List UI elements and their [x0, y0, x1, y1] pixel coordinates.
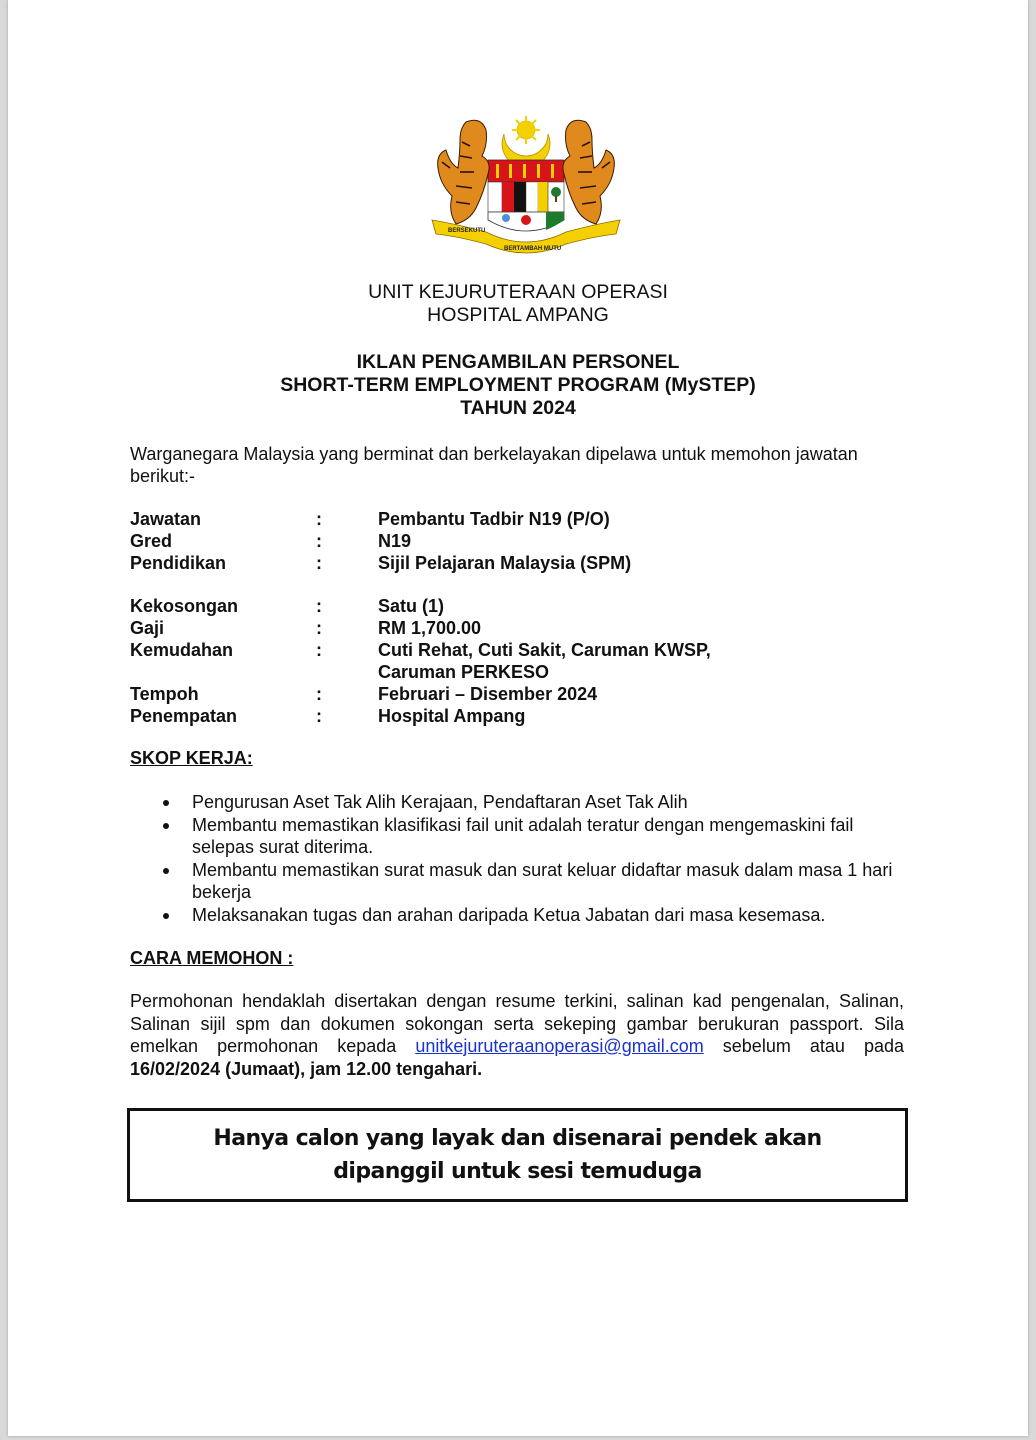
bullet-icon: [163, 823, 169, 829]
field-value: Satu (1): [378, 596, 445, 616]
document-page: [8, 0, 1028, 1436]
field-colon: :: [316, 531, 322, 551]
field-label: Jawatan: [130, 509, 202, 529]
field-label: Kekosongan: [130, 596, 239, 616]
field-colon: :: [316, 509, 322, 529]
field-colon: :: [316, 596, 322, 616]
list-item-text: Melaksanakan tugas dan arahan daripada Ketua Jabatan dari masa kesemasa.: [192, 904, 826, 925]
field-value: Pembantu Tadbir N19 (P/O): [378, 509, 610, 529]
apply-heading: CARA MEMOHON :: [130, 948, 294, 968]
title-line-3: TAHUN 2024: [460, 397, 576, 419]
bullet-icon: [163, 868, 169, 874]
field-colon: :: [316, 706, 322, 726]
field-label: Penempatan: [130, 706, 238, 726]
list-item: [130, 791, 910, 814]
scope-heading: SKOP KERJA:: [130, 748, 253, 768]
advertisement-title: [8, 351, 1028, 420]
field-label: Gred: [130, 531, 173, 551]
field-colon: :: [316, 640, 322, 660]
field-colon: :: [316, 618, 322, 638]
title-line-2: SHORT-TERM EMPLOYMENT PROGRAM (MySTEP): [280, 374, 756, 396]
apply-paragraph: [130, 990, 904, 1080]
org-line-2: HOSPITAL AMPANG: [427, 304, 609, 326]
notice-text: Hanya calon yang layak dan disenarai pendek akan dipanggil untuk sesi temuduga: [213, 1126, 822, 1184]
title-line-1: IKLAN PENGAMBILAN PERSONEL: [356, 351, 680, 373]
shield-icon: [488, 160, 564, 231]
field-label: Kemudahan: [130, 640, 234, 660]
tiger-left-icon: [438, 120, 489, 224]
field-colon: :: [316, 684, 322, 704]
bullet-icon: [163, 913, 169, 919]
field-value: N19: [378, 531, 412, 551]
field-label: Gaji: [130, 618, 165, 638]
field-value: Sijil Pelajaran Malaysia (SPM): [378, 553, 632, 573]
tiger-right-icon: [563, 120, 614, 224]
bullet-icon: [163, 800, 169, 806]
apply-text: Permohonan hendaklah disertakan dengan resume terkini, salinan kad pengenalan, Salinan, Salinan sijil spm dan dokumen sokongan serta sekeping gambar berukuran passport. Sila emelkan permohonan kepada: [130, 991, 904, 1056]
organization-header: [8, 281, 1028, 327]
motto-center-text: BERTAMBAH MUTU: [504, 246, 562, 252]
list-item-text: Pengurusan Aset Tak Alih Kerajaan, Pendaftaran Aset Tak Alih: [192, 792, 688, 812]
email-link[interactable]: unitkejuruteraanoperasi@gmail.com: [415, 1036, 704, 1056]
notice-box: [127, 1108, 908, 1202]
list-item: [130, 859, 910, 904]
motto-left-text: BERSEKUTU: [448, 228, 486, 234]
org-line-1: UNIT KEJURUTERAAN OPERASI: [368, 281, 668, 303]
field-label: Tempoh: [130, 684, 199, 704]
intro-paragraph: Warganegara Malaysia yang berminat dan berkelayakan dipelawa untuk memohon jawatan berikut:-: [130, 444, 858, 486]
list-item-text: Membantu memastikan klasifikasi fail unit adalah teratur dengan mengemaskini fail selepas surat diterima.: [192, 814, 854, 857]
list-item-text: Membantu memastikan surat masuk dan surat keluar didaftar masuk dalam masa 1 hari bekerja: [192, 859, 893, 902]
field-value: Cuti Rehat, Cuti Sakit, Caruman KWSP,: [378, 640, 711, 660]
scope-list: [130, 791, 910, 926]
list-item: [130, 904, 910, 927]
apply-text-after: sebelum atau pada: [703, 1036, 904, 1056]
field-value-line-2: Caruman PERKESO: [378, 662, 550, 682]
list-item: [130, 814, 910, 859]
field-colon: :: [316, 553, 322, 573]
field-value: RM 1,700.00: [378, 618, 482, 638]
field-value: Februari – Disember 2024: [378, 684, 598, 704]
malaysia-coat-of-arms-icon: [426, 112, 626, 262]
field-value: Hospital Ampang: [378, 706, 526, 726]
field-label: Pendidikan: [130, 553, 227, 573]
deadline-text: 16/02/2024 (Jumaat), jam 12.00 tengahari.: [130, 1058, 483, 1079]
